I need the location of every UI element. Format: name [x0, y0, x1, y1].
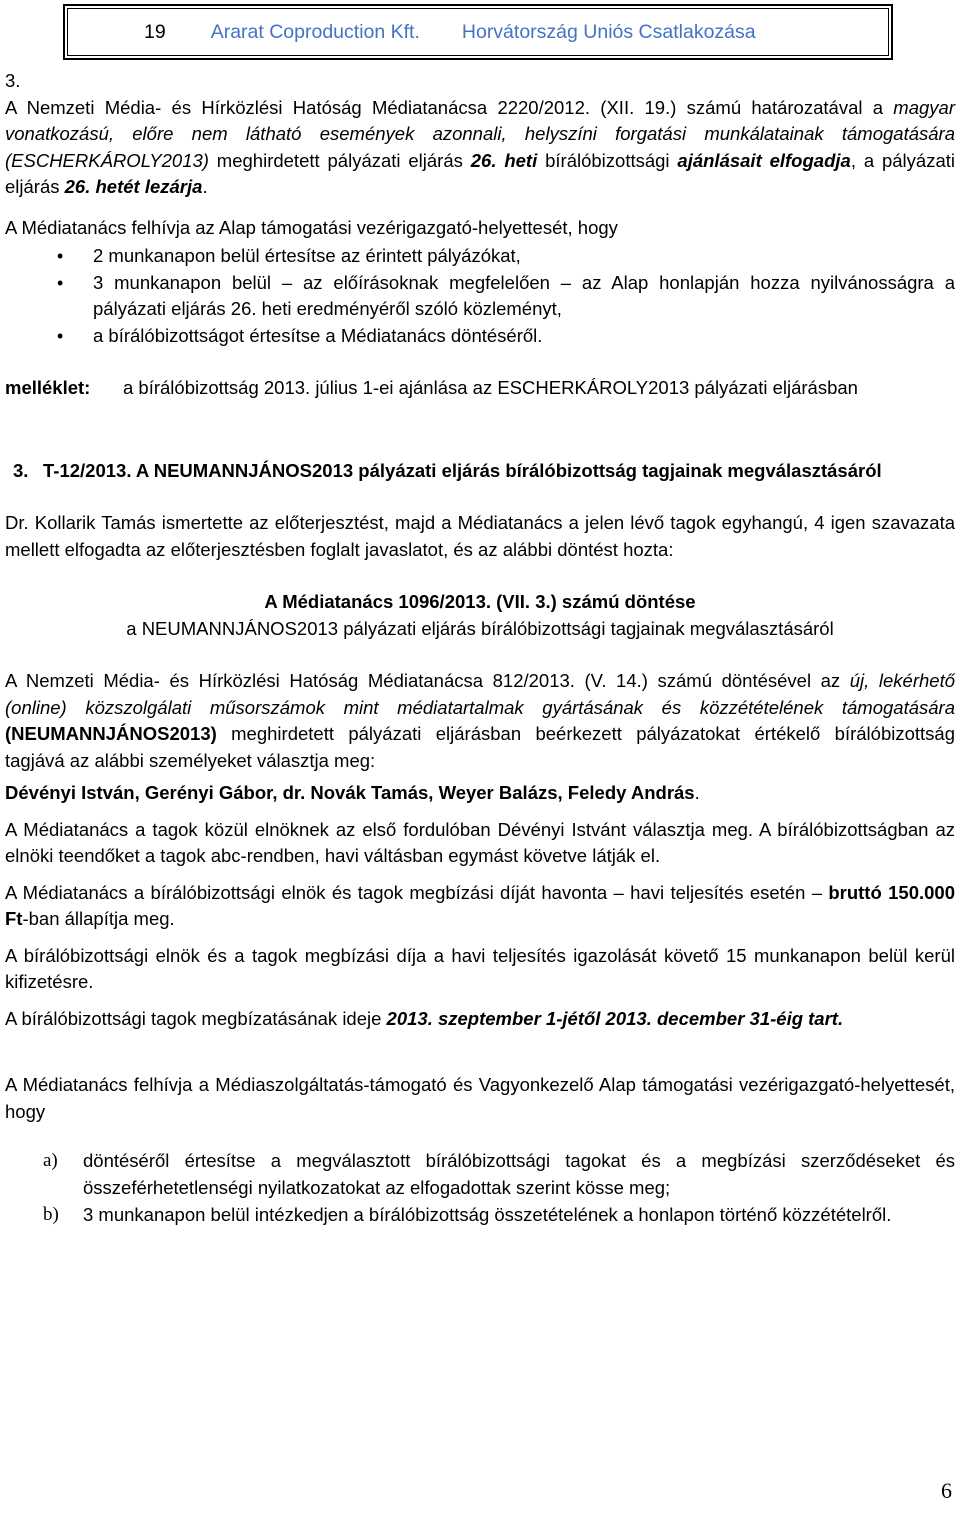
text-run-bold-italic: 26. heti	[470, 149, 538, 171]
text-run: .	[202, 176, 208, 197]
fee-amount: bruttó 150.000 Ft	[5, 881, 955, 929]
text-run: A Nemzeti Média- és Hírközlési Hatóság Médiatanácsa 812/2013. (V. 14.) számú döntésével az	[5, 670, 850, 691]
text-run: A Nemzeti Média- és Hírközlési Hatóság Médiatanácsa 2220/2012. (XII. 19.) számú határozatával a	[5, 96, 894, 118]
text-run: meghirdetett pályázati eljárás	[208, 149, 471, 171]
call-intro: A Médiatanács felhívja az Alap támogatási vezérigazgató-helyettesét, hogy	[5, 216, 618, 238]
action-item	[5, 1201, 955, 1228]
payment-paragraph: A bírálóbizottsági elnök és a tagok megbízási díja a havi teljesítés igazolását követő 15 munkanapon belül kerül kifizetésre.	[5, 944, 955, 992]
chair-paragraph: A Médiatanács a tagok közül elnöknek az első fordulóban Dévényi Istvánt választja meg. A bírálóbizottságban az elnöki teendőket a tagok abc-rendben, havi váltásban egymást követve látják el.	[5, 818, 955, 866]
election-paragraph	[5, 668, 955, 774]
action-list	[5, 1147, 955, 1228]
bullet-item: • 2 munkanapon belül értesítse az érintett pályázókat,	[93, 243, 955, 270]
annex-text: a bírálóbizottság 2013. július 1-ei ajánlása az ESCHERKÁROLY2013 pályázati eljárásban	[123, 377, 858, 398]
header-title: Horvátország Uniós Csatlakozása	[461, 20, 756, 43]
bullet-item: • 3 munkanapon belül – az előírásoknak megfelelően – az Alap honlapján hozza nyilvánosságra a pályázati eljárás 26. heti eredményéről szóló közleményt,	[93, 270, 955, 323]
call-paragraph: A Médiatanács felhívja a Médiaszolgáltatás-támogató és Vagyonkezelő Alap támogatási vezérigazgató-helyettesét, hogy	[5, 1074, 955, 1122]
text-run-italic: magyar vonatkozású, előre nem látható események azonnali, helyszíni forgatási munkálatainak támogatására (ESCHERKÁROLY2013)	[5, 96, 955, 171]
decision-paragraph	[5, 95, 955, 201]
members-names: Dévényi István, Gerényi Gábor, dr. Novák Tamás, Weyer Balázs, Feledy András	[5, 782, 695, 803]
annex-label: melléklet:	[5, 377, 91, 398]
page-number: 6	[941, 1478, 952, 1503]
bullet-item: • a bírálóbizottságot értesítse a Médiatanács döntéséről.	[93, 323, 955, 350]
header-company: Ararat Coproduction Kft.	[210, 20, 420, 43]
decision-subtitle: a NEUMANNJÁNOS2013 pályázati eljárás bírálóbizottsági tagjainak megválasztásáról	[126, 617, 834, 639]
term-dates: 2013. szeptember 1-jétől 2013. december 31-éig tart.	[386, 1007, 844, 1029]
text-run: , a pályázati eljárás	[5, 149, 955, 197]
text-run-bold: (NEUMANNJÁNOS2013)	[5, 723, 217, 744]
text-run: bírálóbizottsági	[537, 149, 678, 171]
header-number: 19	[144, 20, 166, 43]
text-run: A Médiatanács a bírálóbizottsági elnök és tagok megbízási díját havonta – havi teljesítés esetén –	[5, 881, 829, 903]
action-text: döntéséről értesítse a megválasztott bírálóbizottsági tagokat és a megbízási szerződéseket és összeférhetetlenségi nyilatkozatokat az elfogadottak szerint kösse meg;	[83, 1150, 955, 1198]
annex-row	[5, 375, 955, 402]
agenda-item-title: T-12/2013. A NEUMANNJÁNOS2013 pályázati eljárás bírálóbizottság tagjainak megválasztásáról	[43, 459, 882, 481]
document-body	[5, 64, 955, 1228]
text-run-italic: új, lekérhető (online) közszolgálati műsorszámok mint médiatartalmak gyártásának és közzétételének támogatására	[5, 670, 955, 718]
text-run-bold-italic: 26. hetét lezárja	[64, 176, 203, 197]
agenda-item-number: 3.	[13, 459, 29, 481]
decision-title: A Médiatanács 1096/2013. (VII. 3.) számú döntése	[264, 591, 696, 612]
intro-paragraph: Dr. Kollarik Tamás ismertette az előterjesztést, majd a Médiatanács a jelen lévő tagok egyhangú, 4 igen szavazata mellett elfogadta az előterjesztésben foglalt javaslatot, és az alábbi döntést hozta:	[5, 512, 955, 560]
page-header	[63, 4, 893, 60]
text-run: .	[694, 782, 700, 803]
members-line	[5, 780, 955, 807]
decision-number: 3.	[5, 70, 21, 91]
text-run: meghirdetett pályázati eljárásban beérkezett pályázatokat értékelő bírálóbizottság tagjává az alábbi személyeket választja meg:	[5, 723, 955, 771]
bullet-list	[5, 243, 955, 349]
text-run: A bírálóbizottsági tagok megbízatásának ideje	[5, 1007, 387, 1029]
action-marker: b)	[43, 1204, 59, 1225]
action-marker: a)	[43, 1150, 58, 1171]
action-text: 3 munkanapon belül intézkedjen a bírálóbizottság összetételének a honlapon történő közzétételről.	[83, 1204, 892, 1225]
text-run: -ban állapítja meg.	[22, 908, 175, 929]
agenda-item-heading	[5, 458, 955, 485]
term-paragraph	[5, 1006, 955, 1033]
fee-paragraph	[5, 880, 955, 933]
action-item	[5, 1147, 955, 1201]
page-header-inner	[67, 8, 889, 56]
text-run-bold-italic: ajánlásait elfogadja	[677, 149, 851, 171]
